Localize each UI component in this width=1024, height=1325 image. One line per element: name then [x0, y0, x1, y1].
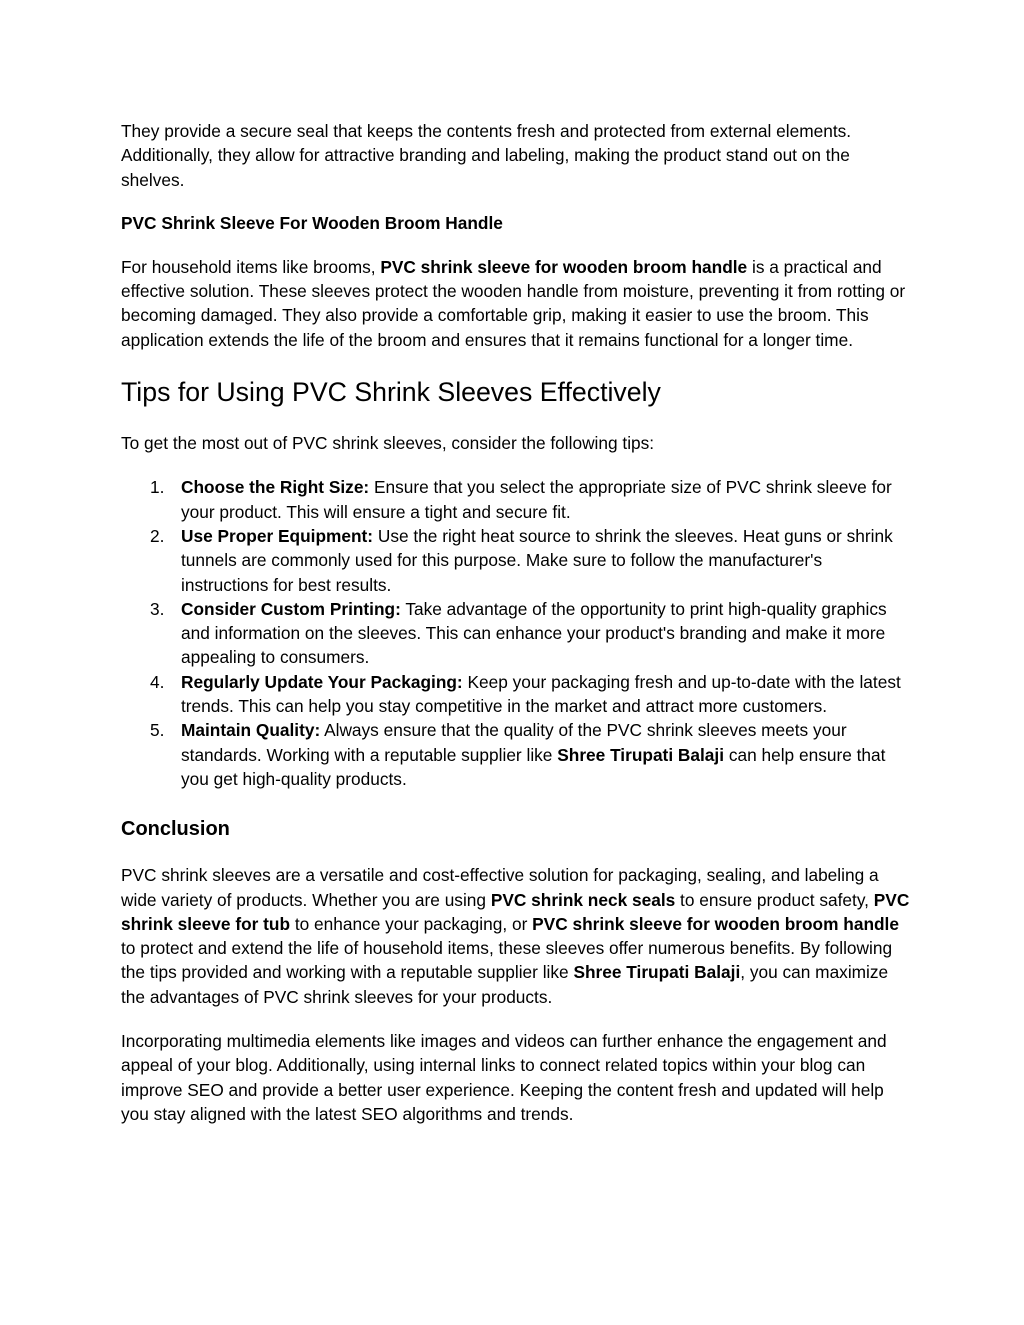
- supplier-name: Shree Tirupati Balaji: [557, 744, 725, 765]
- supplier-name: Shree Tirupati Balaji: [573, 962, 741, 983]
- tip-text: Use the right heat source to shrink the sleeves. Heat guns or shrink tunnels are commonly used for this purpose. Make sure to follow the manufacturer's instructions for best results.: [181, 525, 893, 595]
- tip-item-2: [121, 524, 911, 597]
- conclusion-text: to protect and extend the life of household items, these sleeves offer numerous benefits. By following the tips provided and working with a reputable supplier like: [121, 938, 893, 983]
- conclusion-heading: Conclusion: [121, 818, 230, 841]
- tip-text: Always ensure that the quality of the PVC shrink sleeves meets your standards. Working with a reputable supplier like: [181, 720, 847, 765]
- tip-text-end: can help ensure that you get high-quality products.: [181, 744, 886, 789]
- intro-paragraph: They provide a secure seal that keeps the contents fresh and protected from external elements. Additionally, they allow for attractive branding and labeling, making the product stand out on the shelves.: [121, 121, 852, 190]
- broom-text-end: is a practical and effective solution. These sleeves protect the wooden handle from moisture, preventing it from rotting or becoming damaged. They also provide a comfortable grip, making it easier to use the broom. This application extends the life of the broom and ensures that it remains functional for a longer time.: [121, 256, 906, 350]
- tip-title: Use Proper Equipment:: [181, 525, 374, 546]
- conclusion-bold-term: PVC shrink sleeve for tub: [121, 889, 910, 934]
- conclusion-paragraph-1: [121, 863, 911, 1009]
- tip-item-5: [121, 718, 911, 791]
- tip-item-3: [121, 597, 911, 670]
- conclusion-text: , you can maximize the advantages of PVC shrink sleeves for your products.: [121, 962, 889, 1007]
- tip-number: 3.: [150, 598, 165, 619]
- broom-paragraph: [121, 255, 911, 352]
- tip-number: 5.: [150, 720, 165, 741]
- tips-intro-paragraph: To get the most out of PVC shrink sleeves, consider the following tips:: [121, 433, 655, 454]
- tip-title: Consider Custom Printing:: [181, 598, 401, 619]
- tip-item-4: [121, 670, 911, 719]
- tip-text: Keep your packaging fresh and up-to-date with the latest trends. This can help you stay competitive in the market and attract more customers.: [181, 671, 901, 717]
- tips-heading: Tips for Using PVC Shrink Sleeves Effectively: [121, 377, 661, 408]
- tip-text: Take advantage of the opportunity to print high-quality graphics and information on the sleeves. This can enhance your product's branding and make it more appealing to consumers.: [181, 598, 887, 668]
- conclusion-bold-term: PVC shrink neck seals: [490, 889, 676, 910]
- tip-title: Choose the Right Size:: [181, 477, 370, 498]
- conclusion-bold-term: PVC shrink sleeve for wooden broom handle: [532, 913, 899, 934]
- conclusion-text: to ensure product safety,: [675, 889, 874, 910]
- broom-section-heading: PVC Shrink Sleeve For Wooden Broom Handle: [121, 212, 503, 233]
- tip-number: 4.: [150, 671, 165, 692]
- tip-title: Regularly Update Your Packaging:: [181, 671, 463, 692]
- tip-number: 2.: [150, 525, 165, 546]
- conclusion-text: PVC shrink sleeves are a versatile and cost-effective solution for packaging, sealing, and labeling a wide variety of products. Whether you are using: [121, 865, 879, 910]
- document-page: [121, 119, 911, 1126]
- tips-list: [121, 475, 911, 791]
- tip-title: Maintain Quality:: [181, 720, 321, 741]
- broom-bold-term: PVC shrink sleeve for wooden broom handle: [380, 256, 748, 277]
- conclusion-paragraph-2: Incorporating multimedia elements like images and videos can further enhance the engagement and appeal of your blog. Additionally, using internal links to connect related topics within your blog can improve SEO and provide a better user experience. Keeping the content fresh and updated will help you stay aligned with the latest SEO algorithms and trends.: [121, 1031, 887, 1124]
- tip-number: 1.: [150, 477, 165, 498]
- tip-text: Ensure that you select the appropriate size of PVC shrink sleeve for your product. This will ensure a tight and secure fit.: [181, 477, 892, 522]
- tip-item-1: [121, 475, 911, 524]
- conclusion-text: to enhance your packaging, or: [290, 913, 533, 934]
- broom-text-start: For household items like brooms,: [121, 256, 381, 277]
